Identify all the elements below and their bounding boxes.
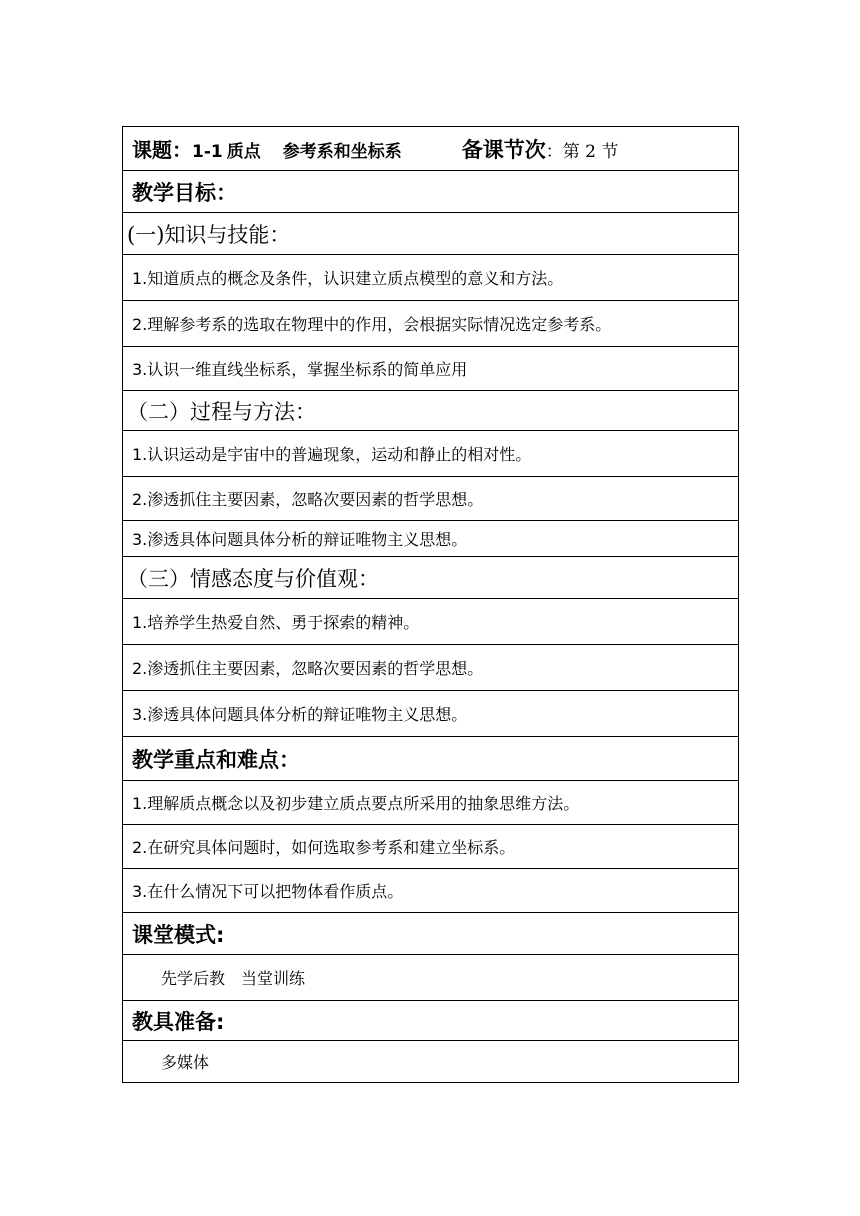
list-item: 3.渗透具体问题具体分析的辩证唯物主义思想。 [123, 521, 739, 557]
tools-value: 多媒体 [123, 1041, 739, 1083]
list-item: 2.在研究具体问题时，如何选取参考系和建立坐标系。 [123, 825, 739, 869]
topic-rest: 参考系和坐标系 [282, 141, 402, 162]
topic-prefix: 1-1 [192, 141, 223, 162]
key-points-heading: 教学重点和难点： [123, 737, 739, 781]
lesson-sep: ： [545, 141, 563, 162]
list-item: 2.渗透抓住主要因素，忽略次要因素的哲学思想。 [123, 477, 739, 521]
list-item: 2.渗透抓住主要因素，忽略次要因素的哲学思想。 [123, 645, 739, 691]
list-item: 3.在什么情况下可以把物体看作质点。 [123, 869, 739, 913]
list-item: 2.理解参考系的选取在物理中的作用，会根据实际情况选定参考系。 [123, 301, 739, 347]
mode-value: 先学后教 当堂训练 [123, 955, 739, 1001]
lesson-label: 备课节次 [461, 137, 546, 162]
list-item: 1.理解质点概念以及初步建立质点要点所采用的抽象思维方法。 [123, 781, 739, 825]
group-title-2: （二）过程与方法： [123, 391, 739, 431]
lesson-plan-table [122, 126, 739, 1083]
list-item: 3.渗透具体问题具体分析的辩证唯物主义思想。 [123, 691, 739, 737]
list-item: 1.认识运动是宇宙中的普遍现象，运动和静止的相对性。 [123, 431, 739, 477]
list-item: 1.知道质点的概念及条件，认识建立质点模型的意义和方法。 [123, 255, 739, 301]
header-row [123, 127, 739, 171]
list-item: 3.认识一维直线坐标系，掌握坐标系的简单应用 [123, 347, 739, 391]
header-cell [123, 127, 739, 171]
group-title-1: (一)知识与技能： [123, 213, 739, 255]
objectives-heading: 教学目标： [123, 171, 739, 213]
tools-heading: 教具准备: [123, 1001, 739, 1041]
lesson-value: 第 2 节 [562, 141, 619, 162]
topic-label: 课题： [132, 137, 192, 162]
mode-heading: 课堂模式: [123, 913, 739, 955]
group-title-3: （三）情感态度与价值观： [123, 557, 739, 599]
list-item: 1.培养学生热爱自然、勇于探索的精神。 [123, 599, 739, 645]
topic-title: 质点 [226, 141, 261, 162]
